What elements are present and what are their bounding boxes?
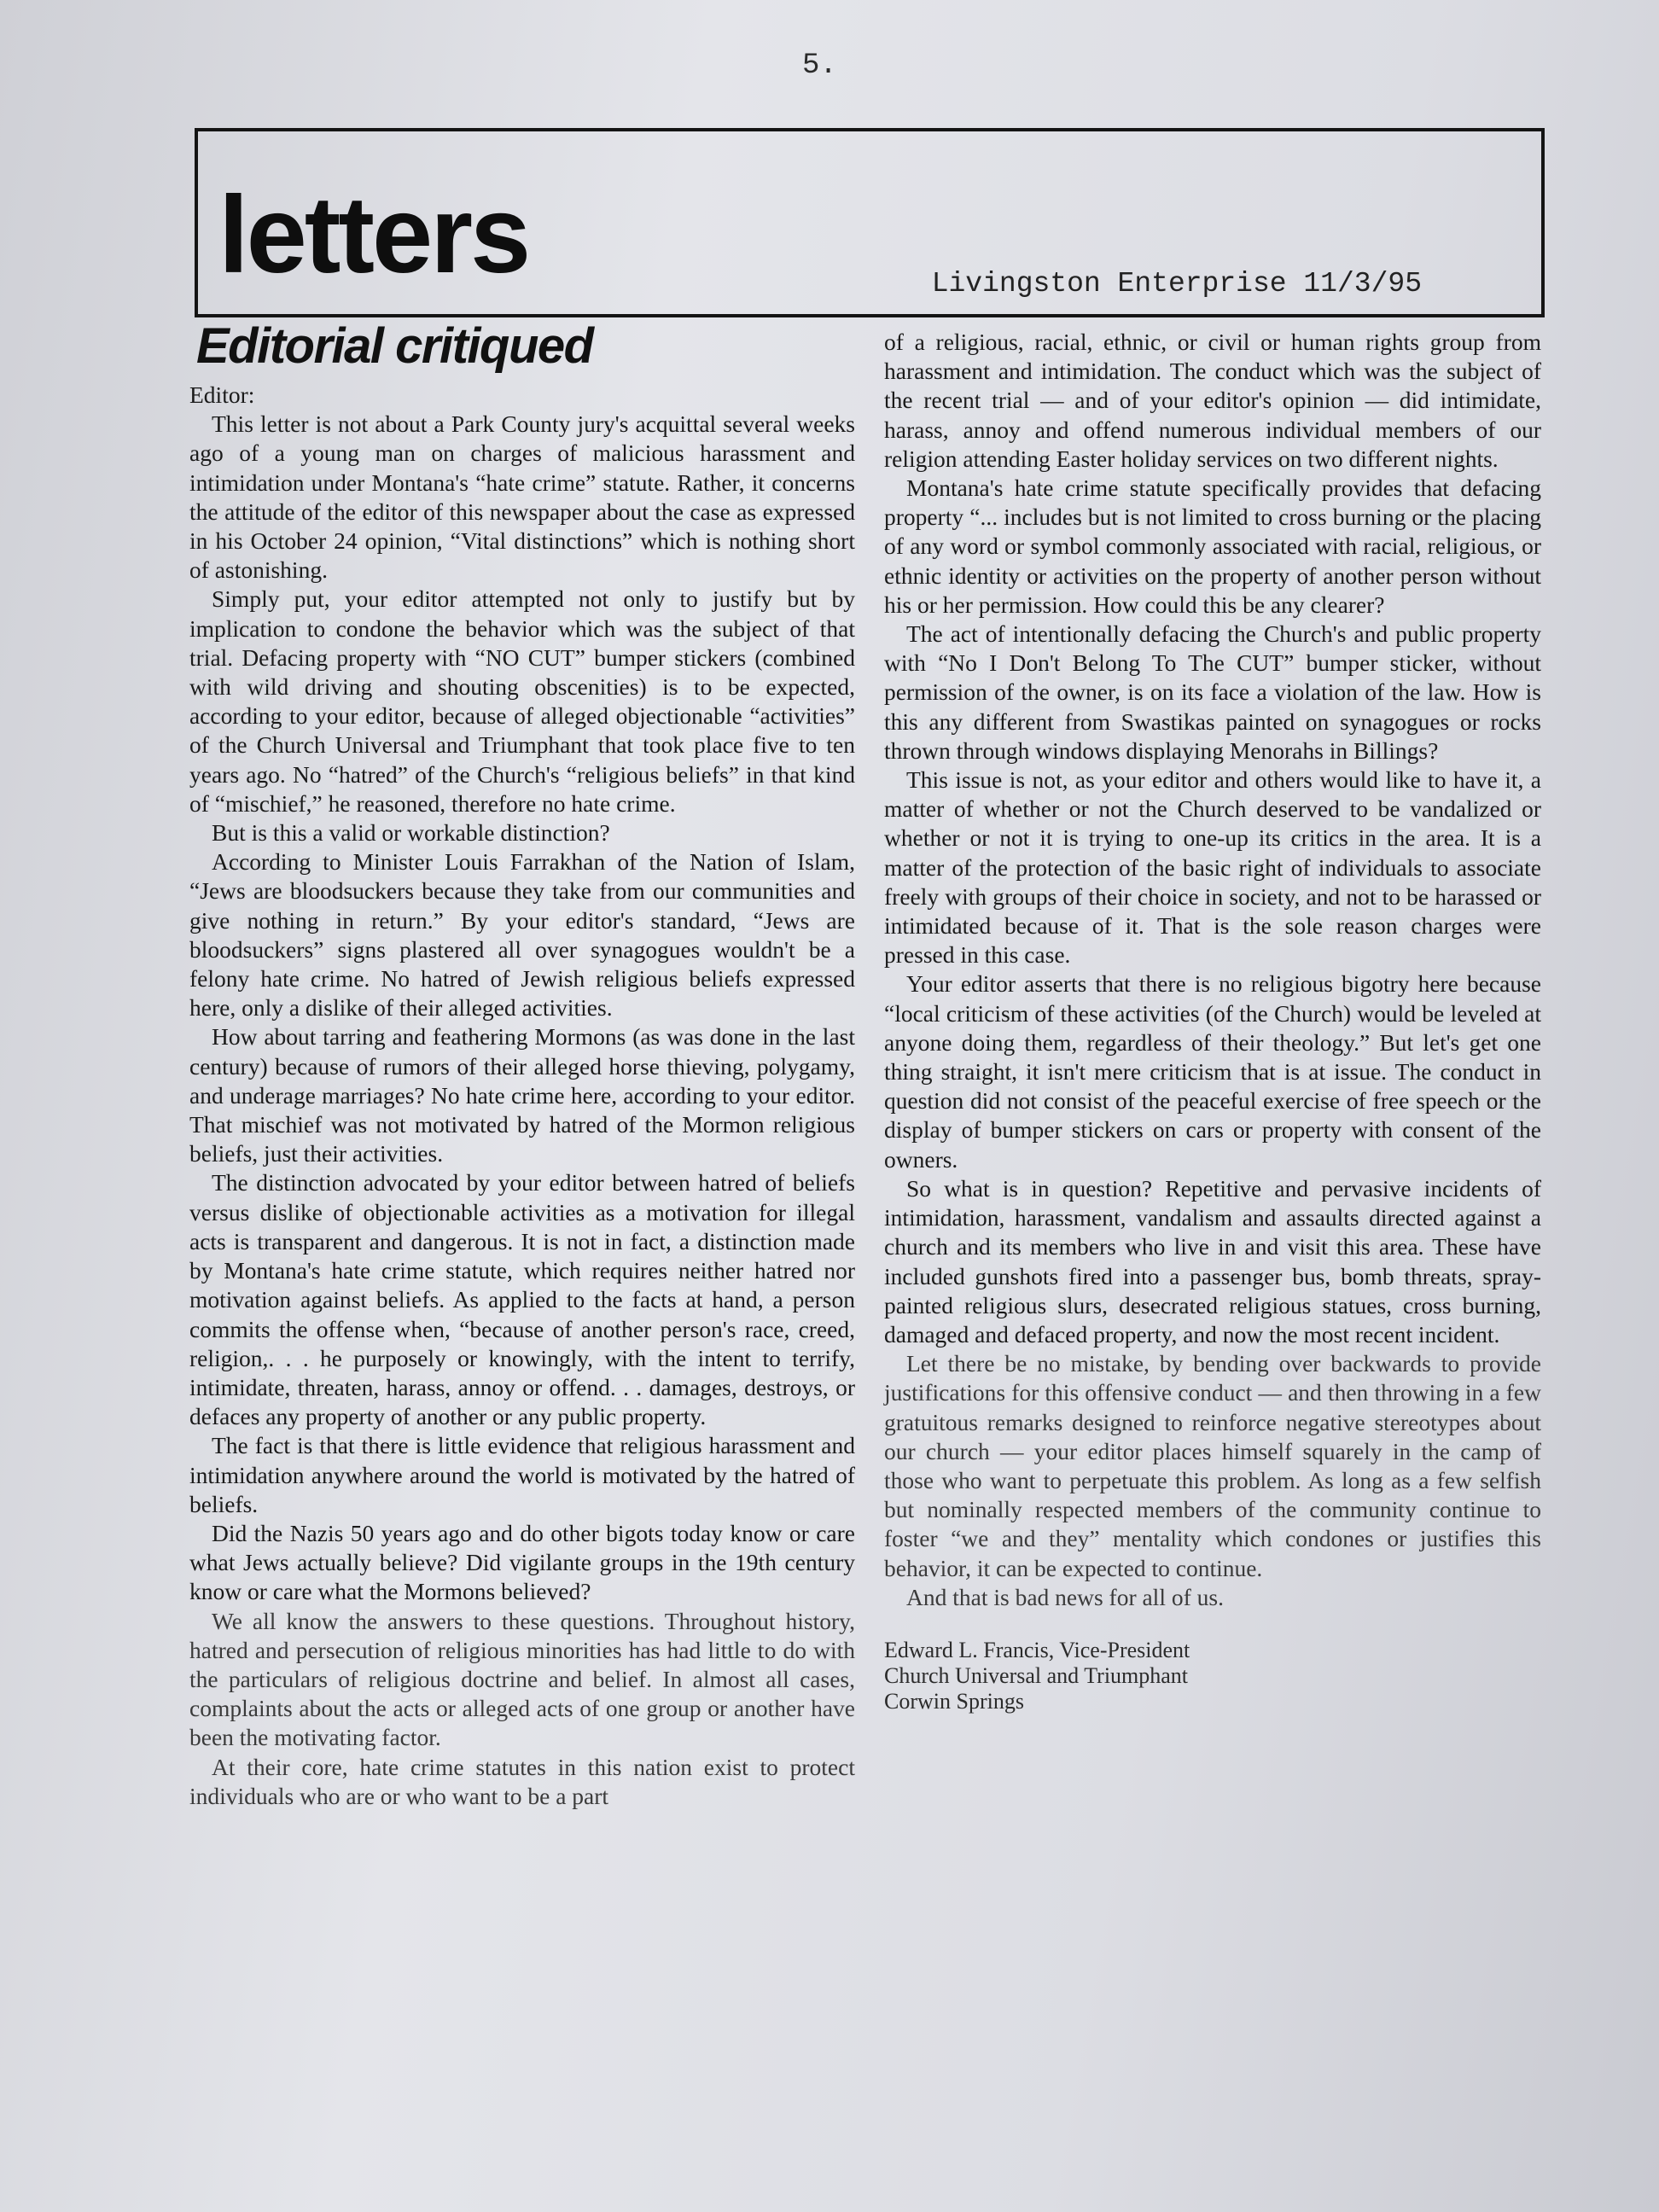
signature-location: Corwin Springs	[884, 1688, 1024, 1714]
article-column-left	[189, 381, 855, 1811]
article-column-right	[884, 328, 1541, 1714]
salutation: Editor:	[189, 381, 255, 408]
paragraph: So what is in question? Repetitive and pervasive incidents of intimidation, harassment, vandalism and assaults directed against a church and its members who live in and visit this area. These have included gunshots fired into a passenger bus, bomb threats, spray-painted religious slurs, desecrated religious statues, cross burning, damaged and defaced property, and now the most recent incident.	[884, 1174, 1541, 1348]
paragraph: The fact is that there is little evidence that religious harassment and intimidation anywhere around the world is motivated by the hatred of beliefs.	[189, 1432, 855, 1517]
paragraph-continued: of a religious, racial, ethnic, or civil or human rights group from harassment and intimidation. The conduct which was the subject of the recent trial — and of your editor's opinion — did intimidate, harass, annoy and offend numerous individual members of our religion attending Easter holiday services on two different nights.	[884, 329, 1541, 472]
paragraph: This issue is not, as your editor and others would like to have it, a matter of whether or not the Church deserved to be vandalized or whether or not it is trying to one-up its critics in the area. It is a matter of the protection of the basic right of individuals to associate freely with groups of their choice in society, and not to be harassed or intimidated because of it. That is the sole reason charges were pressed in this case.	[884, 766, 1541, 969]
source-citation: Livingston Enterprise 11/3/95	[931, 268, 1422, 300]
paragraph: Montana's hate crime statute specifically provides that defacing property “... includes but is not limited to cross burning or the placing of any word or symbol commonly associated with racial, religious, or ethnic identity or activities on the property of another person without his or her permission. How could this be any clearer?	[884, 474, 1541, 618]
paragraph: This letter is not about a Park County jury's acquittal several weeks ago of a young man on charges of malicious harassment and intimidation under Montana's “hate crime” statute. Rather, it concerns the attitude of the editor of this newspaper about the case as expressed in his October 24 opinion, “Vital distinctions” which is nothing short of astonishing.	[189, 410, 855, 584]
section-title: letters	[218, 174, 529, 296]
paragraph: But is this a valid or workable distinction?	[212, 819, 610, 847]
page-number: 5.	[802, 49, 837, 82]
paragraph: Simply put, your editor attempted not only to justify but by implication to condone the behavior which was the subject of that trial. Defacing property with “NO CUT” bumper stickers (combined with wild driving and shouting obscenities) is to be expected, according to your editor, because of alleged objectionable “activities” of the Church Universal and Triumphant that took place five to ten years ago. No “hatred” of the Church's “religious beliefs” in that kind of “mischief,” he reasoned, therefore no hate crime.	[189, 585, 855, 817]
paragraph: At their core, hate crime statutes in this nation exist to protect individuals who are or who want to be a part	[189, 1753, 855, 1809]
signature-organization: Church Universal and Triumphant	[884, 1662, 1189, 1688]
paragraph: The distinction advocated by your editor between hatred of beliefs versus dislike of objectionable activities as a motivation for illegal acts is transparent and dangerous. It is not in fact, a distinction made by Montana's hate crime statute, which requires neither hatred nor motivation against beliefs. As applied to the facts at hand, a person commits the offense when, “because of another person's race, creed, religion,. . . he purposely or knowingly, with the intent to terrify, intimidate, threaten, harass, annoy or offend. . . damages, destroys, or defaces any property of another or any public property.	[189, 1169, 855, 1430]
paragraph: Let there be no mistake, by bending over backwards to provide justifications for this offensive conduct — and then throwing in a few gratuitous remarks designed to reinforce negative stereotypes about our church — your editor places himself squarely in the camp of those who want to perpetuate this problem. As long as a few selfish but nominally respected members of the community continue to foster “we and they” mentality which condones or justifies this behavior, it can be expected to continue.	[884, 1350, 1541, 1581]
signature-name: Edward L. Francis, Vice-President	[884, 1637, 1190, 1662]
paragraph: The act of intentionally defacing the Church's and public property with “No I Don't Belong To The CUT” bumper sticker, without permission of the owner, is on its face a violation of the law. How is this any different from Swastikas painted on synagogues or rocks thrown through windows displaying Menorahs in Billings?	[884, 620, 1541, 764]
paragraph: And that is bad news for all of us.	[906, 1583, 1224, 1610]
paragraph: Did the Nazis 50 years ago and do other bigots today know or care what Jews actually believe? Did vigilante groups in the 19th century know or care what the Mormons believed?	[189, 1519, 855, 1605]
paragraph: According to Minister Louis Farrakhan of the Nation of Islam, “Jews are bloodsuckers because they take from our communities and give nothing in return.” By your editor's standard, “Jews are bloodsuckers” signs plastered all over synagogues wouldn't be a felony hate crime. No hatred of Jewish religious beliefs expressed here, only a dislike of their alleged activities.	[189, 848, 855, 1022]
article-headline: Editorial critiqued	[196, 318, 593, 374]
paragraph: We all know the answers to these questions. Throughout history, hatred and persecution of religious minorities has had little to do with the particulars of religious doctrine and belief. In almost all cases, complaints about the acts or alleged acts of one group or another have been the motivating factor.	[189, 1607, 855, 1751]
signature-block	[884, 1638, 1541, 1714]
paragraph: How about tarring and feathering Mormons (as was done in the last century) because of rumors of their alleged horse thieving, polygamy, and underage marriages? No hate crime here, according to your editor. That mischief was not motivated by hatred of the Mormon religious beliefs, just their activities.	[189, 1023, 855, 1167]
paragraph: Your editor asserts that there is no religious bigotry here because “local criticism of these activities (of the Church) would be leveled at anyone doing them, regardless of their theology.” But let's get one thing straight, it isn't mere criticism that is at issue. The conduct in question did not consist of the peaceful exercise of free speech or the display of bumper stickers on cars or property with consent of the owners.	[884, 970, 1541, 1173]
masthead-box	[195, 128, 1545, 317]
